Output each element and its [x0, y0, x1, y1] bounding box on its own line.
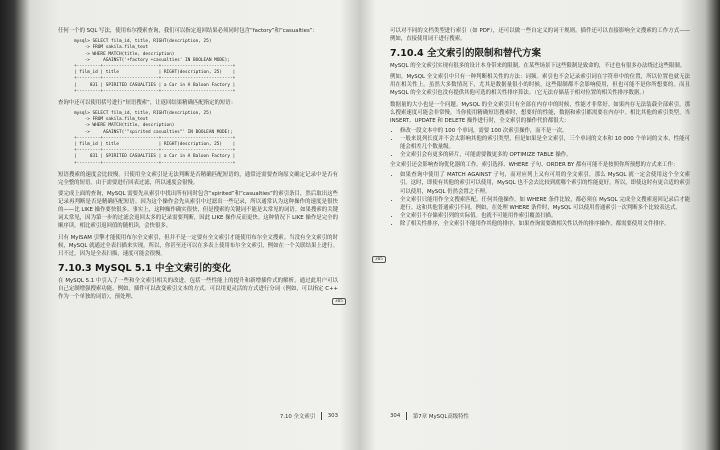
list-item: • 修改一段文本中的 100 个单词，需要 100 次索引操作，而不是一次。 [400, 127, 690, 135]
paragraph: 要完成上面的查询，MySQL 需要先从索引中找出所有同时包含“spirited”和“casualties”的索引条目，然后取出这些记录再判断是否是精确匹配短语。因为这个操作会先从索引中过滤出一些记录，所以通常认为这种操作的速度是很快的——比 LIKE 操作要快很多。事实上，这种操作确实很快，但是搜索的关键词不能是太常见的词语。如果搜索的关键词太常见，因为第一步的过滤会返回太多的记录需要判断，因此 LIKE 操作反而更快。这种情况下 LIKE 操作是完全的顺序读，相比索引返回值的随机读，会快很多。 [58, 191, 338, 230]
left-page [58, 0, 338, 450]
paragraph: 只有 MyISAM 引擎才能使用布尔全文索引，但并不是一定要有全文索引才能使用布尔全文搜索。当没有全文索引的时候，MySQL 就通过全表扫描来实现。所以，你甚至还可以在多表上使用布尔全文索引，例如在一个关联结果上进行。只不过，因为是全表扫描，速度可能会很慢。 [58, 234, 338, 257]
footer-section: 第7章 MySQL高级特性 [412, 414, 469, 420]
paragraph: 例如，MySQL 全文索引中只有一种判断相关性的方法：词频。索引也不会记录索引词在字符串中的位置，所以位置也就无法用在相关性上。虽然大多数情况下，尤其是数据量很小的时候，这些限制都不会影响使用，但也可能不是你所想要的。而且 MySQL 的全文索引也没有提供其他可选的相关性排序算法。（它无法存储基于相对位置的相关性排序数据。） [390, 74, 690, 97]
list-item: • 除了相关性排序，全文索引不能用作其他的排序。如果查询需要做相关性以外的排序操作，都需要使用文件排序。 [400, 220, 690, 228]
bullet-list [390, 171, 690, 228]
paragraph: 全文索引还会影响查询优化器的工作。索引选择、WHERE 子句、ORDER BY 都有可能不是按照你所预想的方式来工作： [390, 162, 679, 169]
paragraph: 短语搜索的速度会比较慢。只使用全文索引是无法判断是否精确匹配短语的，通常还需要查询原文确定记录中是否有完全整的短语。由于需要进行回表过滤，所以速度会很慢。 [58, 171, 338, 186]
list-item: • 一般来说列长度并不会太影响其他的索引类型，但是如果是全文索引，三个单词的文本和 10 000 个单词的文本，性能可能会相差几个数量级。 [400, 135, 690, 151]
paragraph: MySQL 的全文索引实现有很多的设计本身带来的限制。在某些场景下这些限制是致命的，不过也有很多办法绕过这些限制。 [390, 63, 686, 70]
section-heading: 7.10.4 全文索引的限制和替代方案 [390, 48, 541, 60]
page-number: 303 [327, 413, 338, 419]
margin-marker: 305 [372, 256, 386, 263]
paragraph: 在 MySQL 5.1 中引入了一些和全文索引相关的改进。包括一些性能上的提升和新增插件式的解析，通过此用户可以自己定制增强搜索功能。例如，插件可以改变索引文本的方式。可以用更灵活的方式进行分词（例如，可以指定 C++ 作为一个单独的词语），预处理、 [58, 277, 338, 300]
list-item: • 如果查询中使用了 MATCH AGAINST 子句，而对应列上又有可用的全文索引，那么 MySQL 就一定会使用这个全文索引。这时，即使有其他的索引可以使用，MySQL 也不会去比较到底哪个索引的性能更好。所以，即使这时有更合适的索引可以使用，MySQL 仍然会置之不理。 [400, 171, 690, 195]
footer-divider [321, 412, 322, 420]
bullet-list [390, 127, 690, 159]
code-block: mysql> SELECT film_id, title, RIGHT(description, 25) -> FROM sakila.film_text -> WHERE MATCH(title, description) -> AGAINST('+factory +casualties' IN BOOLEAN MODE); +---------+---------------------+---------------------------+ | film_id | title | RIGHT(description, 25) | +---------+---------------------+---------------------------+ | 831 | SPIRITED CASUALTIES | a Car in A Baloon Factory | +---------+---------------------+---------------------------+ [74, 39, 236, 94]
footer-divider [406, 412, 407, 420]
paragraph: 任何一个的 SQL 写法，使用布尔搜索查询，我们可以指定返回结果必须同时包含“factory”和“casualties”： [58, 28, 318, 34]
list-item: • 全文索引只能用作全文搜索匹配。任何其他操作，如 WHERE 条件比较，都必须在 MySQL 完成全文搜索返回记录后才能进行。这和其他普通索引不同，例如，在处理 WHERE 条件时，MySQL 可以使用普通索引一次判断多个比较表达式。 [400, 196, 690, 212]
page-number: 304 [390, 413, 401, 419]
page-footer [390, 412, 469, 420]
paragraph: 可以对不同的文档类型进行索引（如 PDF），还可以做一些自定义的词干规则。插件还可以直接影响全文搜索的工作方式——例如，直接使用词干进行搜索。 [390, 28, 690, 43]
footer-section: 7.10 全文索引 [279, 414, 316, 420]
paragraph: 数据量的大小也是一个问题。MySQL 的全文索引只有全部在内存中的时候，性能才非常好。如果内存无法装载全部索引，那么搜索速度可能会非常慢。当你使用精确短语搜索时，想要好的性能，数据和索引都需要在内存中。相比其他的索引类型，当 INSERT、UPDATE 和 DELETE 操作进行时，全文索引的操作代价都很大： [390, 101, 690, 124]
paragraph: 查询中还可以使用括号进行“短语搜索”，让返回结果精确匹配指定的短语： [58, 99, 237, 106]
page-footer [280, 412, 338, 420]
list-item: • 全文索引会有更多的碎片，可能需要做更多的 OPTIMIZE TABLE 操作。 [400, 151, 690, 159]
list-item: • 全文索引不存储索引列的实际值。也就不可能用作索引覆盖扫描。 [400, 212, 690, 220]
section-heading: 7.10.3 MySQL 5.1 中全文索引的变化 [58, 262, 232, 274]
right-page [390, 0, 690, 450]
margin-marker: 305 [332, 298, 346, 305]
code-block: mysql> SELECT film_id, title, RIGHT(description, 25) -> FROM sakila.film_text -> WHERE MATCH(title, description) -> AGAINST('"spirited casualties"' IN BOOLEAN MODE); +---------+---------------------+---------------------------+ | film_id | title | RIGHT(description, 25) | +---------+---------------------+---------------------------+ | 831 | SPIRITED CASUALTIES | a Car in A Baloon Factory | +---------+---------------------+---------------------------+ [74, 111, 236, 166]
